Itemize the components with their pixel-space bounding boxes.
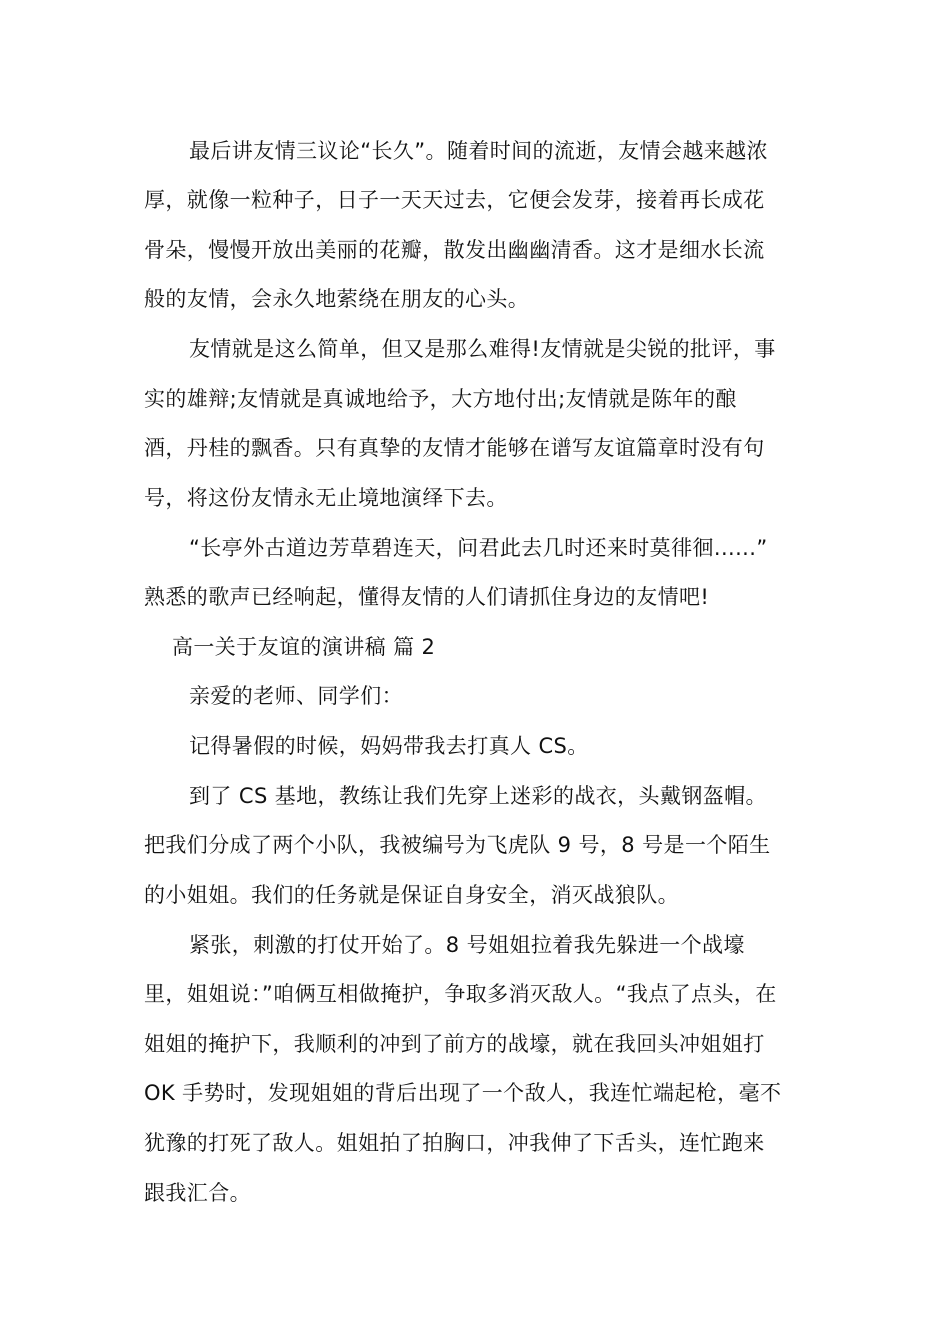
paragraph-line: 厚，就像一粒种子，日子一天天过去，它便会发芽，接着再长成花 (144, 188, 765, 212)
paragraph-line: “长亭外古道边芳草碧连天，问君此去几时还来时莫徘徊......” (189, 536, 768, 560)
paragraph-line: 酒，丹桂的飘香。只有真挚的友情才能够在谱写友谊篇章时没有句 (144, 436, 765, 460)
paragraph-line: 实的雄辩;友情就是真诚地给予，大方地付出;友情就是陈年的酿 (144, 387, 737, 411)
paragraph-line: 把我们分成了两个小队，我被编号为飞虎队 9 号，8 号是一个陌生 (144, 833, 771, 857)
paragraph-line: 到了 CS 基地，教练让我们先穿上迷彩的战衣，头戴钢盔帽。 (189, 784, 767, 808)
paragraph-line: 号，将这份友情永无止境地演绎下去。 (144, 486, 508, 510)
paragraph-line: OK 手势时，发现姐姐的背后出现了一个敌人，我连忙端起枪，毫不 (144, 1081, 782, 1105)
salutation-line: 亲爱的老师、同学们： (189, 684, 403, 708)
paragraph-line: 般的友情，会永久地萦绕在朋友的心头。 (144, 287, 530, 311)
section-heading: 高一关于友谊的演讲稿 篇 2 (172, 635, 436, 659)
paragraph-line: 记得暑假的时候，妈妈带我去打真人 CS。 (189, 734, 589, 758)
paragraph-line: 犹豫的打死了敌人。姐姐拍了拍胸口，冲我伸了下舌头，连忙跑来 (144, 1131, 765, 1155)
paragraph-line: 的小姐姐。我们的任务就是保证自身安全，消灭战狼队。 (144, 883, 679, 907)
paragraph-line: 紧张，刺激的打仗开始了。8 号姐姐拉着我先躲进一个战壕 (189, 933, 745, 957)
paragraph-line: 跟我汇合。 (144, 1181, 251, 1205)
paragraph-line: 熟悉的歌声已经响起，懂得友情的人们请抓住身边的友情吧! (144, 585, 710, 609)
paragraph-line: 里，姐姐说：”咱俩互相做掩护，争取多消灭敌人。“我点了点头，在 (144, 982, 777, 1006)
paragraph-line: 最后讲友情三议论“长久”。随着时间的流逝，友情会越来越浓 (189, 139, 768, 163)
paragraph-line: 姐姐的掩护下，我顺利的冲到了前方的战壕，就在我回头冲姐姐打 (144, 1032, 765, 1056)
paragraph-line: 友情就是这么简单，但又是那么难得!友情就是尖锐的批评，事 (189, 337, 776, 361)
paragraph-line: 骨朵，慢慢开放出美丽的花瓣，散发出幽幽清香。这才是细水长流 (144, 238, 765, 262)
